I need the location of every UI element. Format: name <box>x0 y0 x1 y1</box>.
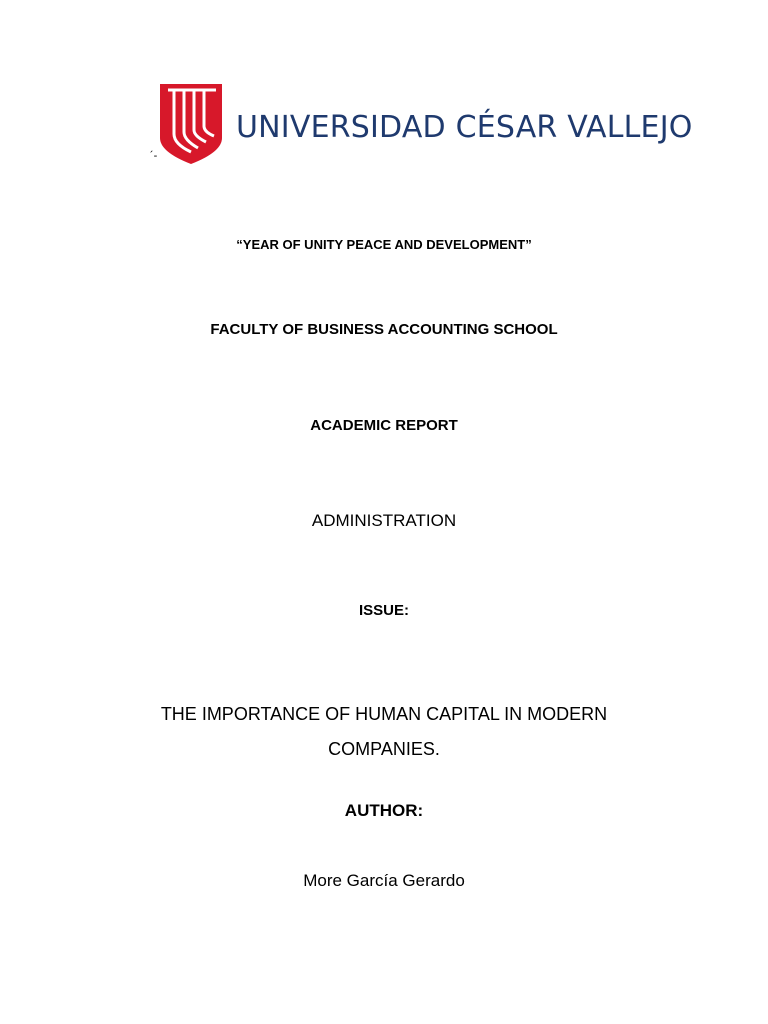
report-topic <box>0 697 768 767</box>
issue-label: ISSUE: <box>358 602 409 619</box>
author-name: More García Gerardo <box>303 871 465 890</box>
document-type: ACADEMIC REPORT <box>310 417 458 434</box>
university-shield-icon <box>158 82 224 166</box>
faculty-title: FACULTY OF BUSINESS ACCOUNTING SCHOOL <box>210 321 558 338</box>
course-name: ADMINISTRATION <box>311 511 457 530</box>
university-name: UNIVERSIDAD CÉSAR VALLEJO <box>236 110 693 145</box>
university-logo <box>158 82 693 172</box>
topic-line-2: COMPANIES. <box>328 739 440 759</box>
topic-line-1: THE IMPORTANCE OF HUMAN CAPITAL IN MODERN <box>160 704 608 724</box>
year-motto: “YEAR OF UNITY PEACE AND DEVELOPMENT” <box>236 237 532 252</box>
author-label: AUTHOR: <box>344 801 424 820</box>
stray-mark: ´- <box>150 150 158 162</box>
